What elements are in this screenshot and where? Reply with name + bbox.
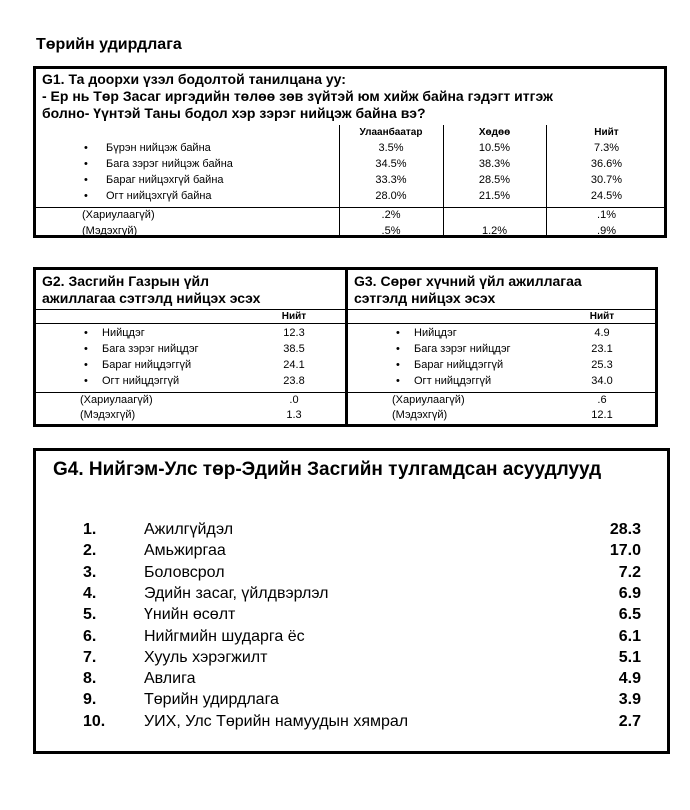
g1-title-line: - Ер нь Төр Засаг иргэдийн төлөө зөв зүйтэй юм хийж байна гэдэгт итгэж	[42, 88, 553, 104]
g4-item-label: Нийгмийн шударга ёс	[144, 627, 305, 645]
g3-divider	[348, 323, 655, 324]
g3-row-label: Нийцдэг	[414, 327, 457, 339]
g4-item-value: 4.9	[618, 670, 641, 688]
g3-bullet: •	[396, 375, 400, 387]
g3-row-label: (Хариулаагүй)	[392, 394, 465, 406]
g1-row-label: Огт нийцэхгүй байна	[106, 190, 212, 202]
g4-item-label: Боловсрол	[144, 563, 225, 581]
g1-cell: .5%	[381, 225, 401, 237]
g2-bullet: •	[84, 375, 88, 387]
g1-title-line: G1. Та доорхи үзэл бодолтой танилцана уу:	[42, 71, 346, 87]
g2-cell: 24.1	[283, 359, 305, 371]
g1-col-khodoo: Хөдөө	[478, 127, 511, 138]
g3-cell: 25.3	[591, 359, 613, 371]
g4-item-value: 7.2	[618, 563, 641, 581]
g2-col-niit: Нийт	[281, 311, 307, 322]
g1-cell: 1.2%	[481, 225, 508, 237]
g2-title-line: ажиллагаа сэтгэлд нийцэх эсэх	[42, 290, 261, 306]
g3-bullet: •	[396, 343, 400, 355]
g1-cell: 21.5%	[478, 190, 511, 202]
g1-row-label: Бараг нийцэхгүй байна	[106, 174, 224, 186]
g2-row-label: Бараг нийцдэггүй	[102, 359, 192, 371]
g1-cell: 33.3%	[375, 174, 407, 186]
g1-cell: 10.5%	[478, 142, 511, 154]
g2-row-label: Нийцдэг	[102, 327, 145, 339]
g2-divider	[36, 309, 345, 310]
g4-item-value: 3.9	[618, 691, 641, 709]
g3-cell: 34.0	[591, 375, 613, 387]
g1-cell: 3.5%	[378, 142, 404, 154]
g4-item-number: 5.	[83, 606, 97, 624]
g2-table	[33, 267, 348, 427]
g1-divider	[36, 207, 664, 208]
g1-table	[33, 66, 667, 238]
g1-cell: 28.5%	[478, 174, 511, 186]
g3-cell: 12.1	[591, 409, 613, 421]
g3-divider	[348, 309, 655, 310]
g2-cell: .0	[289, 394, 299, 406]
g3-row-label: Огт нийцдэггүй	[414, 375, 492, 387]
g1-row-label: (Хариулаагүй)	[82, 209, 155, 221]
g4-item-value: 6.5	[618, 606, 641, 624]
g4-item-value: 17.0	[609, 542, 641, 560]
g4-item-value: 6.9	[618, 584, 641, 602]
g1-col-niit: Нийт	[594, 127, 619, 138]
g1-cell: 34.5%	[375, 158, 407, 170]
g1-cell: 38.3%	[478, 158, 511, 170]
g1-title-line: болно- Үүнтэй Таны бодол хэр зэрэг нийцэж байна вэ?	[42, 105, 426, 121]
g1-cell: 24.5%	[590, 190, 623, 202]
g2-cell: 1.3	[286, 409, 302, 421]
g1-bullet: •	[84, 190, 88, 202]
g1-cell: 30.7%	[590, 174, 623, 186]
g4-item-number: 4.	[83, 584, 97, 602]
g2-cell: 23.8	[283, 375, 305, 387]
g2-divider	[36, 323, 345, 324]
g1-cell: 36.6%	[590, 158, 623, 170]
g4-item-number: 3.	[83, 563, 97, 581]
g4-item-number: 8.	[83, 670, 97, 688]
g2-bullet: •	[84, 327, 88, 339]
g4-item-number: 7.	[83, 648, 97, 666]
g4-item-number: 1.	[83, 521, 97, 538]
g3-col-niit: Нийт	[589, 311, 615, 322]
g4-item-label: Авлига	[144, 670, 196, 688]
g2-row-label: Бага зэрэг нийцдэг	[102, 343, 199, 355]
g3-bullet: •	[396, 359, 400, 371]
g1-cell: 28.0%	[375, 190, 407, 202]
g4-item-value: 6.1	[618, 627, 641, 645]
page-title: Төрийн удирдлага	[36, 36, 182, 53]
g1-cell: 7.3%	[593, 142, 620, 154]
g3-cell: 4.9	[594, 327, 610, 339]
g2-row-label: (Хариулаагүй)	[80, 394, 153, 406]
g3-row-label: Бага зэрэг нийцдэг	[414, 343, 511, 355]
g1-cell: .9%	[597, 225, 616, 237]
g2-title-line: G2. Засгийн Газрын үйл	[42, 273, 209, 289]
g2-row-label: (Мэдэхгүй)	[80, 409, 136, 421]
g2-cell: 12.3	[283, 327, 305, 339]
g3-title-line: G3. Сөрөг хүчний үйл ажиллагаа	[354, 273, 582, 289]
g4-item-label: Төрийн удирдлага	[144, 691, 279, 709]
g4-item-number: 6.	[83, 627, 97, 645]
g3-cell: .6	[597, 394, 607, 406]
g4-item-label: Ажилгүйдэл	[144, 521, 234, 538]
g1-bullet: •	[84, 158, 88, 170]
g2-row-label: Огт нийцдэггүй	[102, 375, 180, 387]
g1-bullet: •	[84, 174, 88, 186]
g4-item-value: 28.3	[609, 521, 641, 538]
g4-item-label: Хууль хэрэгжилт	[144, 648, 268, 666]
g2-bullet: •	[84, 359, 88, 371]
g1-title	[42, 71, 553, 122]
g1-row-label: Бүрэн нийцэж байна	[106, 142, 211, 154]
g1-bullet: •	[84, 142, 88, 154]
g1-col-ulaanbaatar: Улаанбаатар	[359, 127, 423, 138]
g3-cell: 23.1	[591, 343, 613, 355]
g4-item-number: 9.	[83, 691, 97, 709]
g2-title	[42, 273, 260, 307]
g3-row-label: (Мэдэхгүй)	[392, 409, 448, 421]
g4-item-label: Эдийн засаг, үйлдвэрлэл	[144, 584, 329, 602]
g3-title-line: сэтгэлд нийцэх эсэх	[354, 290, 496, 306]
g2-bullet: •	[84, 343, 88, 355]
g1-cell: .1%	[597, 209, 616, 221]
g3-bullet: •	[396, 327, 400, 339]
g4-item-label: УИХ, Улс Төрийн намуудын хямрал	[144, 712, 409, 730]
g4-item-number: 2.	[83, 542, 97, 560]
g4-item-label: Үнийн өсөлт	[144, 606, 236, 624]
g3-title	[354, 273, 582, 307]
g1-row-label: Бага зэрэг нийцэж байна	[106, 158, 233, 170]
g4-item-label: Амьжиргаа	[144, 542, 226, 560]
g2-divider	[36, 392, 345, 393]
g3-divider	[348, 392, 655, 393]
g2-cell: 38.5	[283, 343, 305, 355]
g1-row-label: (Мэдэхгүй)	[82, 225, 138, 237]
g4-title: G4. Нийгэм-Улс төр-Эдийн Засгийн тулгамдсан асуудлууд	[53, 459, 602, 480]
g4-item-value: 2.7	[618, 712, 641, 730]
g4-item-value: 5.1	[618, 648, 641, 666]
g4-table	[33, 448, 670, 754]
g1-cell: .2%	[381, 209, 401, 221]
g3-row-label: Бараг нийцдэггүй	[414, 359, 504, 371]
g4-item-number: 10.	[83, 712, 106, 730]
g3-table	[345, 267, 658, 427]
